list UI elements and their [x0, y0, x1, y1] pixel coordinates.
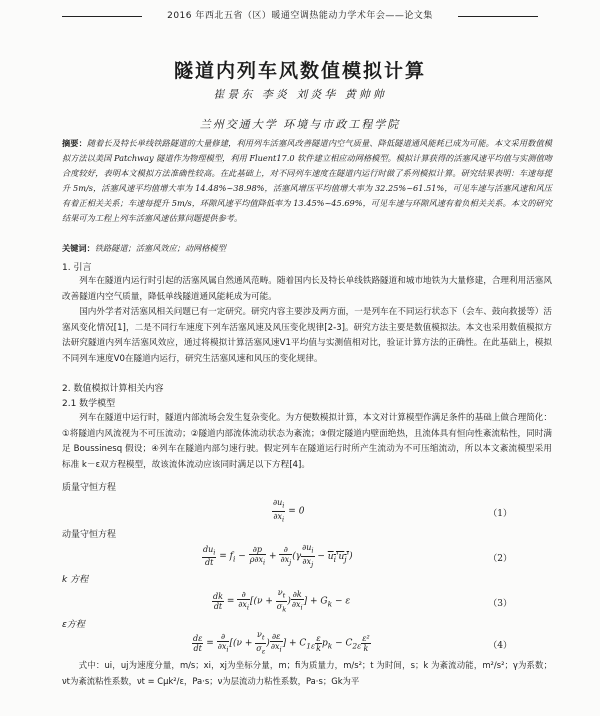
section-1-heading: 1. 引言: [62, 263, 92, 273]
mass-equation-label: 质量守恒方程: [62, 483, 117, 493]
section-2-heading: 2. 数值模拟计算相关内容: [62, 384, 164, 394]
equation-3: $\frac{dk}{dt}$ = $\frac{\partial}{\partial x_i}$ [(ν + $\frac{\nu_t}{\sigma_k}$ ) $\frac{\partial k}{\partial x_i}$ ] + $G_k - \varepsilon$ （3）: [213, 588, 512, 614]
equation-1: $\frac{\partial u_i}{\partial x_i}$ = 0 （1）: [273, 498, 512, 524]
section-1-para-1: 列车在隧道内运行时引起的活塞风属自然通风范畴。随着国内长及特长单线铁路隧道和城市地铁为大量修建，合理利用活塞风改善隧道内空气质量，降低单线隧道通风能耗成为可能。: [62, 276, 552, 302]
equation-1-number: （1）: [488, 509, 512, 519]
section-1-para-2: 国内外学者对活塞风相关问题已有一定研究。研究内容主要涉及两方面，一是列车在不同运行状态下（会车、鼓向救援等）活塞风变化情况[1]，二是不同行车速度下列车活塞风速及风压变化规律[2-3]。研究方法主要是数值模拟法。本文也采用数值模拟方法研究隧道内列车活塞风效应，通过将模拟计算活塞风速V1平均值与实测值相对比，验证计算方法的正确性。在此基础上，模拟不同列车速度V0在隧道内运行，研究生活塞风速和风压的变化规律。: [62, 307, 552, 364]
keywords-label: 关键词：: [62, 243, 95, 253]
running-header: [0, 9, 600, 23]
keywords: [62, 243, 552, 254]
abstract: [62, 136, 552, 226]
paper-title: 隧道内列车风数值模拟计算: [173, 60, 426, 82]
momentum-equation-label: 动量守恒方程: [62, 530, 117, 540]
running-title: 2016 年西北五省（区）暖通空调热能动力学术年会——论文集: [167, 11, 433, 21]
equation-3-number: （3）: [488, 599, 512, 609]
symbol-definitions: 式中：ui，uj为速度分量，m/s；xi，xj为坐标分量，m；fi为质量力，m/s²；t 为时间，s；k 为紊流动能，m²/s²；γ为系数；νt为紊流粘性系数，νt = Cμk²/ε，Pa·s；ν为层流动力粘性系数，Pa·s；Gk为平: [62, 660, 552, 686]
equation-4-number: （4）: [488, 641, 512, 651]
section-2-1-heading: 2.1 数学模型: [62, 399, 116, 409]
equation-2-number: （2）: [488, 554, 512, 564]
equation-4: $\frac{d\varepsilon}{dt}$ = $\frac{\partial}{\partial x_i}$ [(ν + $\frac{\nu_t}{\sigma_\varepsilon}$ ) $\frac{\partial\varepsilon}{\partial x_i}$ ] + $C_{1\varepsilon}$ $\frac{\varepsilon}{k}$ $p_k - C_{2\varepsilon}$ $\frac{\text{ε²}}{k}$ （4）: [193, 630, 512, 656]
keywords-text: 铁路隧道；活塞风效应；动网格模型: [94, 243, 226, 253]
section-2-1-para: 列车在隧道中运行时，隧道内部流场会发生复杂变化。为方便数模拟计算，本文对计算模型作满足条件的基础上做合理简化：①将隧道内风流视为不可压流动；②隧道内部流体流动状态为紊流；③假定隧道内壁面绝热，且流体具有恒向性紊流粘性，同时满足 Boussinesq 假设；④列车在隧道内部匀速行驶。假定列车在隧道运行时所产生流动为不可压缩流动，所以本文紊流模型采用标准 k－ε双方程模型，故该流体流动应该同时满足以下方程[4]。: [62, 413, 552, 470]
equation-2: $\frac{du_i}{dt}$ = $f_i$ − $\frac{\partial p}{\rho\partial x_i}$ + $\frac{\partial}{\partial x_j}$ (γ $\frac{\partial u_i}{\partial x_j}$ − $u_i'u_j'$) （2）: [203, 543, 512, 569]
epsilon-equation-label: ε方程: [62, 620, 85, 630]
affiliation: 兰州交通大学 环境与市政工程学院: [199, 118, 401, 131]
abstract-label: 摘要：: [62, 138, 87, 148]
authors: 崔景东 李炎 刘炎华 黄帅帅: [213, 88, 387, 101]
abstract-text: 随着长及特长单线铁路隧道的大量修建，利用列车活塞风改善隧道内空气质量、降低隧道通风能耗已成为可能。本文采用数值模拟方法以美国 Patchway 隧道作为物理模型，利用 Fluent17.0 软件建立相应动网格模型。模拟计算获得的活塞风速平均值与实测值吻合度较好，表明本文模拟方法准确性较高。在此基础上，对不同列车速度在隧道内运行时做了系列模拟计算。研究结果表明：车速每提升 5m/s，活塞风速平均值增大率为 14.48%~38.98%，活塞风增压平均值增大率为 32.25%~61.51%，可见车速与活塞风速和风压有着正相关关系；车速每提升 5m/s，环隙风速平均值降低率为 13.45%~45.69%，可见车速与环隙风速有着负相关关系。本文的研究结果可为工程上列车活塞风速估算问题提供参考。: [62, 138, 552, 223]
k-equation-label: k 方程: [62, 575, 89, 585]
